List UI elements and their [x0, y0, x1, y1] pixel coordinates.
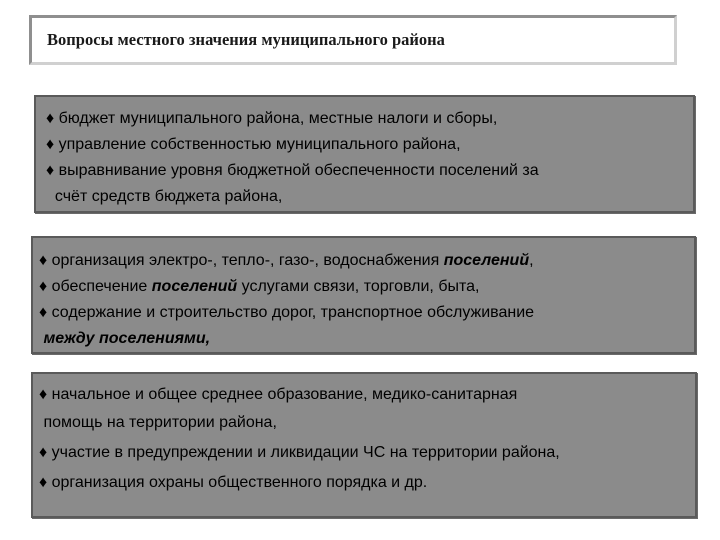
line-text: ♦ управление собственностью муниципального района,	[46, 136, 461, 153]
title-frame	[29, 15, 677, 65]
content-block-budget	[34, 95, 695, 213]
slide-title: Вопросы местного значения муниципального района	[47, 30, 445, 49]
line-text: ♦ участие в предупреждении и ликвидации ЧС на территории района,	[39, 444, 560, 461]
emphasis-text: поселений	[151, 278, 238, 295]
line-text: ♦ обеспечение	[39, 278, 152, 295]
bullet-line	[39, 304, 534, 322]
bullet-line	[39, 444, 560, 462]
line-text: ♦ организация охраны общественного порядка и др.	[39, 474, 428, 491]
emphasis-text: между поселениями,	[43, 330, 211, 347]
bullet-line	[39, 278, 479, 296]
emphasis-text: поселений	[443, 252, 530, 269]
line-text: помощь на территории района,	[39, 414, 277, 431]
line-text: ,	[529, 252, 534, 269]
bullet-line	[39, 252, 534, 270]
line-text: ♦ организация электро-, тепло-, газо-, водоснабжения	[39, 252, 444, 269]
bullet-line	[39, 330, 210, 348]
bullet-line	[46, 162, 539, 180]
bullet-line	[39, 386, 517, 404]
bullet-line	[46, 110, 497, 128]
bullet-line	[39, 414, 277, 432]
line-text: ♦ выравнивание уровня бюджетной обеспеченности поселений за	[46, 162, 539, 179]
content-block-settlements	[31, 236, 696, 354]
line-text: ♦ начальное и общее среднее образование, медико-санитарная	[39, 386, 518, 403]
content-block-education-safety	[31, 372, 697, 518]
bullet-line	[46, 136, 461, 154]
line-text: ♦ содержание и строительство дорог, транспортное обслуживание	[39, 304, 535, 321]
bullet-line	[46, 188, 282, 206]
bullet-line	[39, 474, 427, 492]
line-text: счёт средств бюджета района,	[46, 188, 283, 205]
line-text: ♦ бюджет муниципального района, местные налоги и сборы,	[46, 110, 498, 127]
line-text: услугами связи, торговли, быта,	[237, 278, 480, 295]
